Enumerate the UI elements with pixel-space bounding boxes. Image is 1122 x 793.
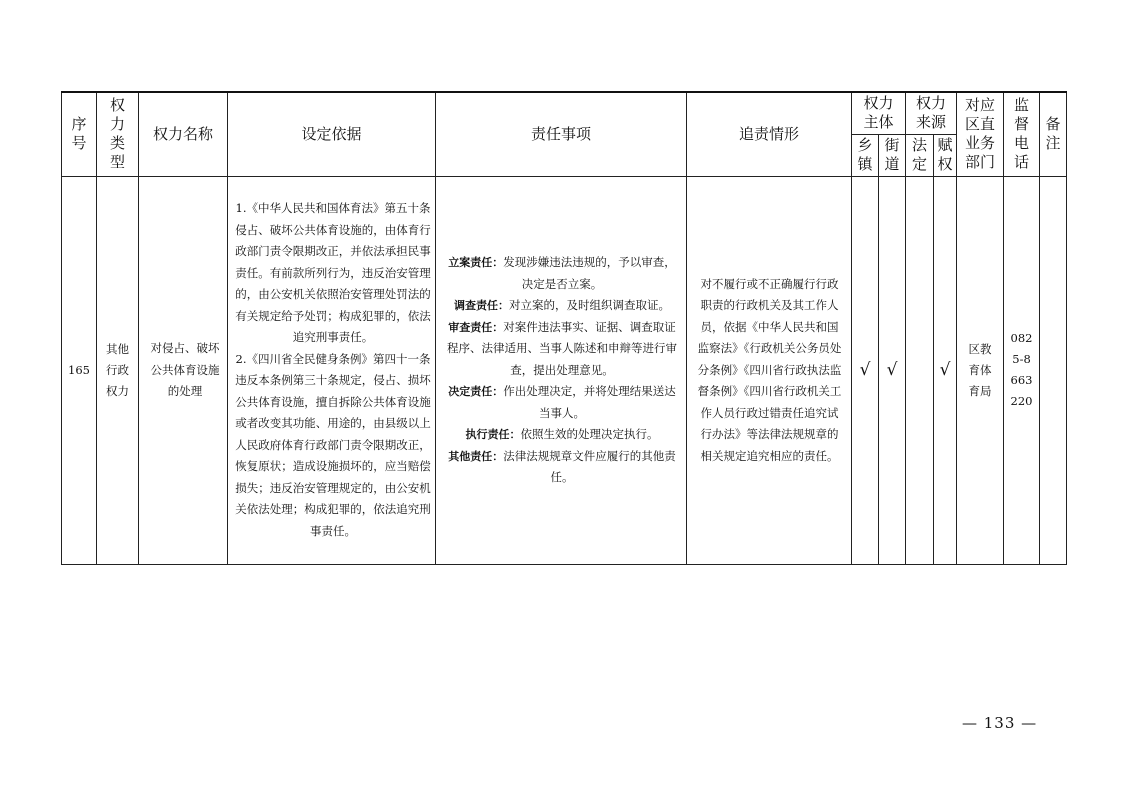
cell-remark xyxy=(1040,176,1067,564)
responsibility-item xyxy=(444,446,680,489)
responsibility-item xyxy=(444,252,680,295)
header-power-name: 权力名称 xyxy=(139,92,228,176)
responsibility-label: 决定责任： xyxy=(448,385,504,399)
cell-source-granted-check: √ xyxy=(934,176,957,564)
header-subject-street: 街 道 xyxy=(879,134,906,176)
header-phone: 监 督 电 话 xyxy=(1004,92,1040,176)
responsibility-text: 法律法规规章文件应履行的其他责任。 xyxy=(503,448,676,485)
cell-basis: 1.《中华人民共和国体育法》第五十条 侵占、破坏公共体育设施的，由体育行政部门责令限期改正，并依法承担民事责任。有前款所列行为，违反治安管理的，由公安机关依照治安管理处罚法的有关规定给予处罚；构成犯罪的，依法追究刑事责任。 2.《四川省全民健身条例》第四十一条 违反本条例第三十条规定，侵占、损坏公共体育设施，擅自拆除公共体育设施或者改变其功能、用途的，由县级以上人民政府体育行政部门责令限期改正，恢复原状；造成设施损坏的，应当赔偿损失；违反治安管理规定的，由公安机关依法处理；构成犯罪的，依法追究刑事责任。 xyxy=(228,176,436,564)
header-seq: 序 号 xyxy=(62,92,97,176)
header-source-statutory: 法 定 xyxy=(906,134,934,176)
header-source-granted: 赋 权 xyxy=(934,134,957,176)
responsibility-item xyxy=(444,295,680,317)
responsibility-text: 对案件违法事实、证据、调查取证程序、法律适用、当事人陈述和申辩等进行审查，提出处理意见。 xyxy=(447,319,677,377)
responsibility-text: 发现涉嫌违法违规的，予以审查，决定是否立案。 xyxy=(503,255,676,291)
header-dept: 对应 区直 业务 部门 xyxy=(957,92,1004,176)
responsibility-label: 其他责任： xyxy=(448,449,504,463)
responsibility-text: 作出处理决定，并将处理结果送达当事人。 xyxy=(503,384,676,420)
header-remark: 备 注 xyxy=(1040,92,1067,176)
header-power-subject: 权力 主体 xyxy=(852,92,906,134)
header-basis: 设定依据 xyxy=(228,92,436,176)
cell-subject-town-check: √ xyxy=(852,176,879,564)
table-row xyxy=(62,176,1067,564)
responsibility-label: 审查责任： xyxy=(448,320,504,334)
cell-responsibility xyxy=(436,176,687,564)
page-number: — 133 — xyxy=(962,714,1038,732)
cell-power-name: 对侵占、破坏公共体育设施的处理 xyxy=(139,176,228,564)
responsibility-text: 依照生效的处理决定执行。 xyxy=(520,427,659,442)
cell-accountability: 对不履行或不正确履行行政职责的行政机关及其工作人员，依据《中华人民共和国监察法》《行政机关公务员处分条例》《四川省行政执法监督条例》《四川省行政机关工作人员行政过错责任追究试行办法》等法律法规规章的相关规定追究相应的责任。 xyxy=(687,176,852,564)
cell-subject-street-check: √ xyxy=(879,176,906,564)
header-responsibility: 责任事项 xyxy=(436,92,687,176)
responsibility-label: 调查责任： xyxy=(454,299,509,313)
header-accountability: 追责情形 xyxy=(687,92,852,176)
responsibility-item xyxy=(444,424,680,446)
responsibility-label: 执行责任： xyxy=(465,428,521,442)
responsibility-label: 立案责任： xyxy=(448,256,504,270)
header-power-source: 权力 来源 xyxy=(906,92,957,134)
responsibility-item xyxy=(444,381,680,424)
power-list-table xyxy=(61,91,1067,565)
header-subject-town: 乡 镇 xyxy=(852,134,879,176)
cell-seq: 165 xyxy=(62,176,97,564)
header-power-type: 权 力 类 型 xyxy=(97,92,139,176)
cell-dept: 区教 育体 育局 xyxy=(957,176,1004,564)
cell-source-statutory xyxy=(906,176,934,564)
responsibility-item xyxy=(444,317,680,382)
responsibility-text: 对立案的，及时组织调查取证。 xyxy=(509,298,670,313)
cell-power-type: 其他 行政 权力 xyxy=(97,176,139,564)
cell-phone: 082 5-8 663 220 xyxy=(1004,176,1040,564)
